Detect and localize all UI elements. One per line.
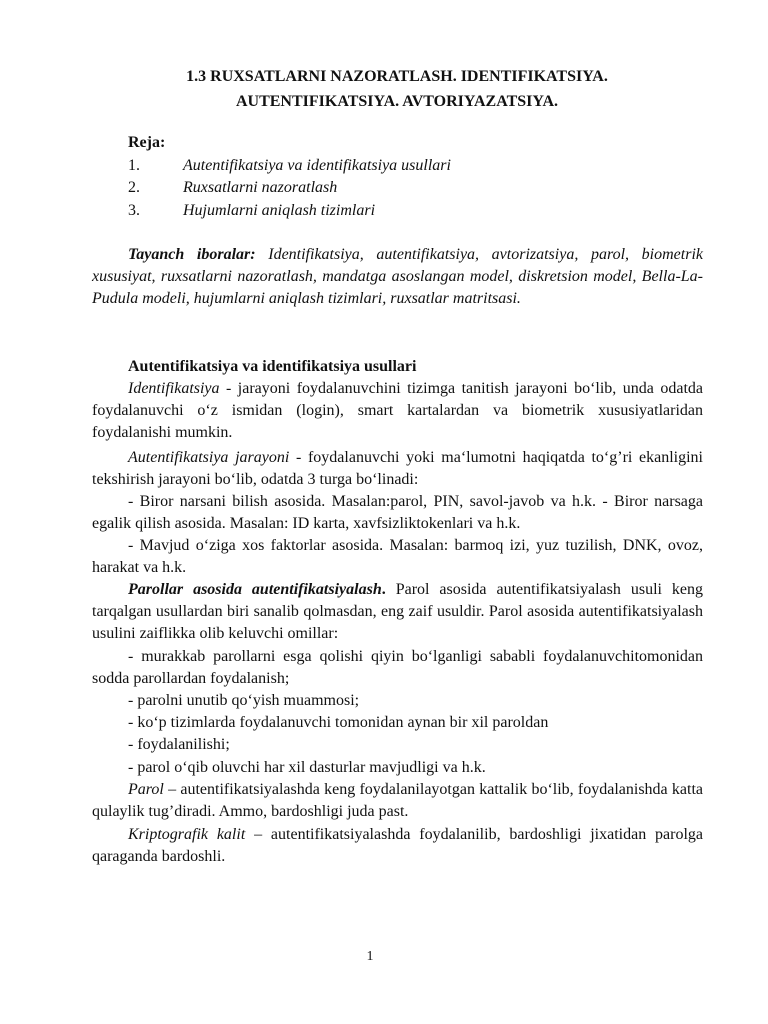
title-line-1: 1.3 RUXSATLARNI NAZORATLASH. IDENTIFIKATSIYA. <box>186 68 608 85</box>
paragraph-text: – autentifikatsiyalashda keng foydalanilayotgan kattalik bo‘lib, foydalanishda katta qulaylik tug’diradi. Ammo, bardoshligi juda past. <box>92 781 703 820</box>
term-autentifikatsiya: Autentifikatsiya jarayoni <box>128 449 290 466</box>
plan-item-text: Hujumlarni aniqlash tizimlari <box>183 202 376 219</box>
document-title <box>92 64 702 114</box>
paragraph-parol <box>92 779 703 823</box>
paragraph-complex-passwords: - murakkab parollarni esga qolishi qiyin bo‘lganligi sababli foydalanuvchitomonidan sodda parollardan foydalanish; <box>92 648 703 687</box>
page-number: 1 <box>366 949 374 964</box>
plan-item-number: 3. <box>128 202 140 219</box>
list-item: - parol o‘qib oluvchi har xil dasturlar mavjudligi va h.k. <box>128 759 486 776</box>
plan-item-text: Ruxsatlarni nazoratlash <box>183 179 338 196</box>
plan-item-number: 2. <box>128 179 140 196</box>
list-item: - ko‘p tizimlarda foydalanuvchi tomonidan aynan bir xil paroldan <box>128 714 549 731</box>
paragraph-text: – autentifikatsiyalashda foydalanilib, bardoshligi jixatidan parolga qaraganda bardoshli. <box>92 826 703 865</box>
keywords-text: Identifikatsiya, autentifikatsiya, avtorizatsiya, parol, biometrik xususiyat, ruxsatlarni nazoratlash, mandatga asoslangan model, diskretsion model, Bella-La-Pudula modeli, hujumlarni aniqlash tizimlari, ruxsatlar matritsasi. <box>92 246 703 307</box>
plan-item-number: 1. <box>128 157 140 174</box>
term-crypto-key: Kriptografik kalit <box>128 826 246 843</box>
paragraph-identifikatsiya <box>92 378 703 444</box>
paragraph-inherent-factors: - Mavjud o‘ziga xos faktorlar asosida. Masalan: barmoq izi, yuz tuzilish, DNK, ovoz, harakat va h.k. <box>92 537 703 576</box>
paragraph-crypto-key <box>92 824 703 868</box>
plan-heading: Reja: <box>128 134 166 151</box>
term-dot: . <box>381 581 386 598</box>
paragraph-text: - foydalanuvchi yoki ma‘lumotni haqiqatda to‘g’ri ekanligini tekshirish jarayoni bo‘lib, odatda 3 turga bo‘linadi: <box>92 449 703 488</box>
term-password-auth: Parollar asosida autentifikatsiyalash <box>128 581 382 598</box>
plan-item-text: Autentifikatsiya va identifikatsiya usullari <box>183 157 451 174</box>
term-parol: Parol <box>128 781 164 798</box>
keywords-label: Tayanch iboralar: <box>128 246 256 263</box>
paragraph-autentifikatsiya <box>92 447 703 491</box>
title-line-2: AUTENTIFIKATSIYA. AVTORIYAZATSIYA. <box>235 93 559 110</box>
paragraph-knowledge-ownership: - Biror narsani bilish asosida. Masalan:parol, PIN, savol-javob va h.k. - Biror narsaga egalik qilish asosida. Masalan: ID karta, xavfsizliktokenlari va h.k. <box>92 493 703 532</box>
term-identifikatsiya: Identifikatsiya <box>128 380 220 397</box>
list-item: - parolni unutib qo‘yish muammosi; <box>128 692 360 709</box>
keywords-paragraph <box>92 244 703 310</box>
paragraph-text: - jarayoni foydalanuvchini tizimga tanitish jarayoni bo‘lib, unda odatda foydalanuvchi o‘z ismidan (login), smart kartalardan va biometrik xususiyatlaridan foydalanishi mumkin. <box>92 380 703 441</box>
section-heading: Autentifikatsiya va identifikatsiya usullari <box>128 358 417 375</box>
list-item: - foydalanilishi; <box>128 736 230 753</box>
paragraph-password-auth <box>92 579 703 645</box>
paragraph-text: Parol asosida autentifikatsiyalash usuli keng tarqalgan usullardan biri sanalib qolmasdan, eng zaif usuldir. Parol asosida autentifikatsiyalash usulini zaiflikka olib keluvchi omillar: <box>92 581 704 642</box>
